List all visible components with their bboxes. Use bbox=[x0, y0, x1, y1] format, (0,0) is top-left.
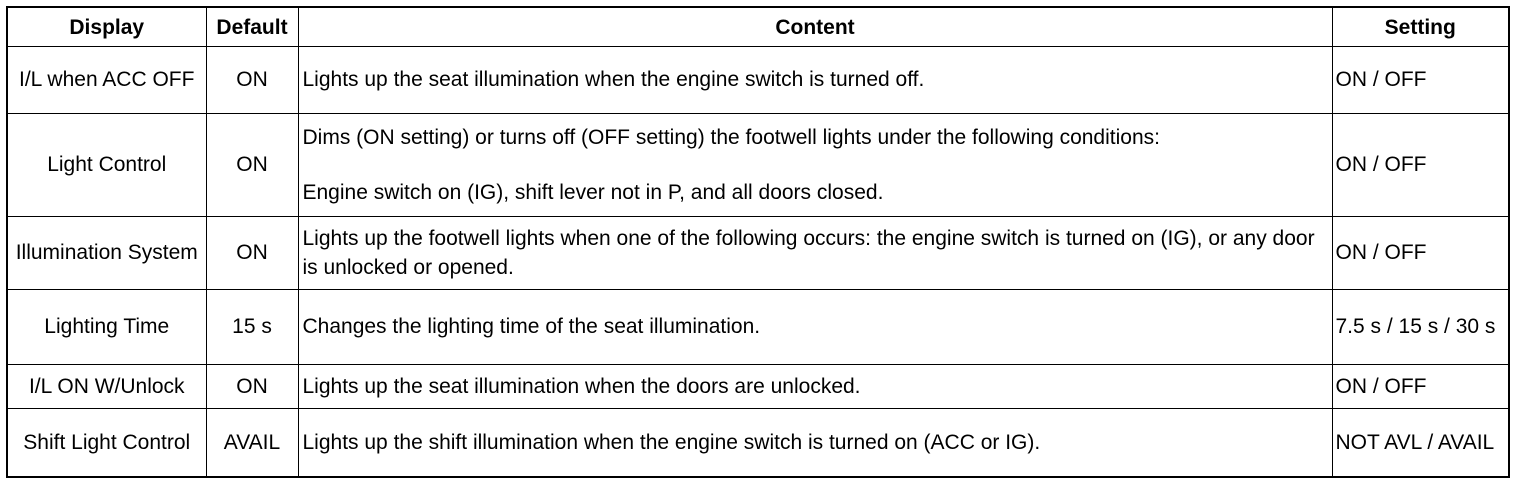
content-text: Lights up the seat illumination when the engine switch is turned off. bbox=[302, 68, 925, 92]
header-content: Content bbox=[298, 7, 1332, 47]
customization-settings-table bbox=[6, 6, 1510, 478]
cell-display: Illumination System bbox=[7, 216, 206, 289]
table-row bbox=[7, 47, 1509, 114]
cell-default: ON bbox=[206, 364, 298, 408]
content-text: Lights up the footwell lights when one of the following occurs: the engine switch is turned on (IG), or any door is unlocked or opened. bbox=[302, 226, 1315, 279]
cell-default: ON bbox=[206, 113, 298, 216]
header-default: Default bbox=[206, 7, 298, 47]
table-header-row bbox=[7, 7, 1509, 47]
cell-content bbox=[298, 408, 1332, 477]
cell-default: ON bbox=[206, 216, 298, 289]
cell-default: AVAIL bbox=[206, 408, 298, 477]
cell-content bbox=[298, 216, 1332, 289]
cell-setting: ON / OFF bbox=[1332, 216, 1509, 289]
cell-content bbox=[298, 47, 1332, 114]
cell-default: 15 s bbox=[206, 289, 298, 364]
cell-setting: 7.5 s / 15 s / 30 s bbox=[1332, 289, 1509, 364]
table-row bbox=[7, 408, 1509, 477]
cell-display: I/L when ACC OFF bbox=[7, 47, 206, 114]
content-text: Engine switch on (IG), shift lever not in P, and all doors closed. bbox=[302, 180, 884, 204]
cell-default: ON bbox=[206, 47, 298, 114]
cell-display: Light Control bbox=[7, 113, 206, 216]
cell-setting: NOT AVL / AVAIL bbox=[1332, 408, 1509, 477]
content-text: Dims (ON setting) or turns off (OFF setting) the footwell lights under the following conditions: bbox=[302, 125, 1160, 149]
cell-display: Lighting Time bbox=[7, 289, 206, 364]
cell-display: I/L ON W/Unlock bbox=[7, 364, 206, 408]
table-row bbox=[7, 364, 1509, 408]
content-text: Lights up the shift illumination when the engine switch is turned on (ACC or IG). bbox=[302, 430, 1041, 454]
cell-setting: ON / OFF bbox=[1332, 113, 1509, 216]
table-row bbox=[7, 113, 1509, 216]
header-setting: Setting bbox=[1332, 7, 1509, 47]
cell-display: Shift Light Control bbox=[7, 408, 206, 477]
content-text: Changes the lighting time of the seat illumination. bbox=[302, 315, 761, 339]
table-row bbox=[7, 216, 1509, 289]
cell-content bbox=[298, 113, 1332, 216]
table-row bbox=[7, 289, 1509, 364]
cell-content bbox=[298, 364, 1332, 408]
cell-content bbox=[298, 289, 1332, 364]
header-display: Display bbox=[7, 7, 206, 47]
cell-setting: ON / OFF bbox=[1332, 364, 1509, 408]
content-text: Lights up the seat illumination when the doors are unlocked. bbox=[302, 374, 861, 398]
settings-table-container bbox=[6, 6, 1508, 478]
cell-setting: ON / OFF bbox=[1332, 47, 1509, 114]
